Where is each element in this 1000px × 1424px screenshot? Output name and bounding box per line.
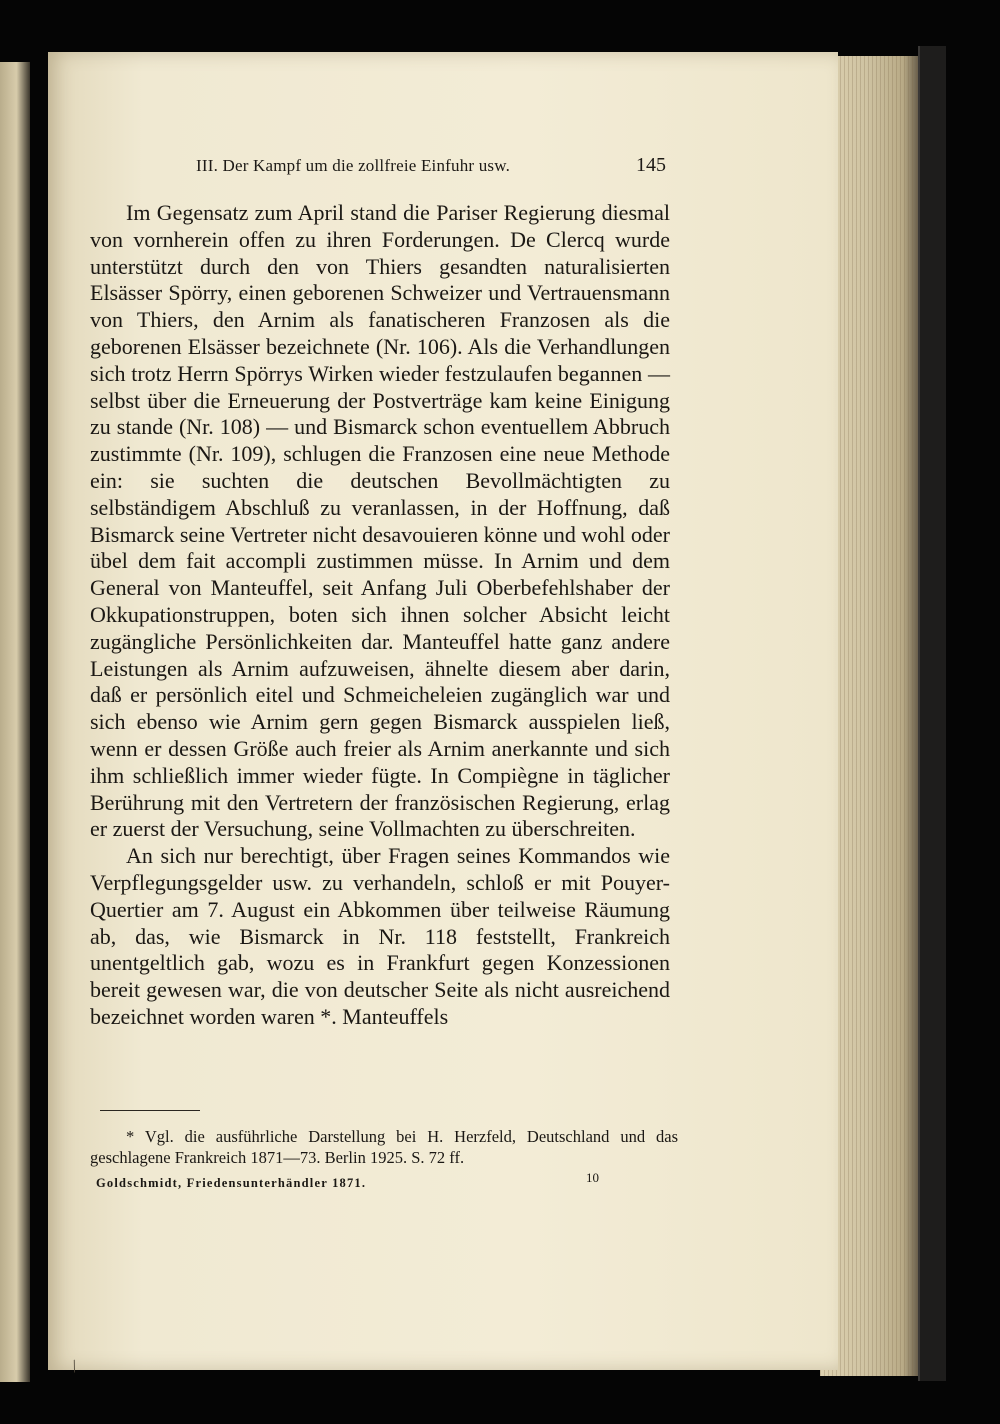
footnote-rule [100, 1110, 200, 1111]
running-head: III. Der Kampf um die zollfreie Einfuhr usw. [196, 156, 511, 175]
pencil-mark-icon: / [68, 1355, 81, 1377]
body-text [90, 200, 670, 1031]
book-cover-edge [918, 46, 946, 1381]
left-page-edge [0, 62, 30, 1382]
page-number: 145 [636, 154, 666, 176]
signature-mark: 10 [586, 1170, 599, 1185]
paragraph: An sich nur berechtigt, über Fragen seines Kommandos wie Verpflegungsgelder usw. zu verhandeln, schloß er mit Pouyer-Quertier am 7. August ein Abkommen über teilweise Räumung ab, das, wie Bismarck in Nr. 118 feststellt, Frankreich unentgeltlich gab, wozu es in Frankfurt gegen Konzessionen bereit gewesen war, die von deutscher Seite als nicht ausreichend bezeichnet worden waren *. Manteuffels [90, 843, 670, 1029]
footnote [90, 1126, 678, 1168]
printer-signature: Goldschmidt, Friedensunterhändler 1871. [96, 1176, 367, 1190]
paragraph: Im Gegensatz zum April stand die Pariser Regierung diesmal von vornherein offen zu ihren Forderungen. De Clercq wurde unterstützt durch den von Thiers gesandten naturalisierten Elsässer Spörry, einen geborenen Schweizer und Vertrauensmann von Thiers, den Arnim als fanatischeren Franzosen als die geborenen Elsässer bezeichnete (Nr. 106). Als die Verhandlungen sich trotz Herrn Spörrys Wirken wieder festzulaufen begannen — selbst über die Erneuerung der Postverträge kam keine Einigung zu stande (Nr. 108) — und Bismarck schon eventuellem Abbruch zustimmte (Nr. 109), schlugen die Franzosen eine neue Methode ein: sie suchten die deutschen Bevollmächtigten zu selbständigem Abschluß zu veranlassen, in der Hoffnung, daß Bismarck seine Vertreter nicht desavouieren könne und wohl oder übel dem fait accompli zustimmen müsse. In Arnim und dem General von Manteuffel, seit Anfang Juli Oberbefehlshaber der Okkupationstruppen, boten sich ihnen solcher Absicht leicht zugängliche Persönlichkeiten dar. Manteuffel hatte ganz andere Leistungen als Arnim aufzuweisen, ähnelte diesem aber darin, daß er persönlich eitel und Schmeicheleien zugänglich war und sich ebenso wie Arnim gern gegen Bismarck ausspielen ließ, wenn er dessen Größe auch freier als Arnim anerkannte und sich ihm schließlich immer wieder fügte. In Compiègne in täglicher Berührung mit den Vertretern der französischen Regierung, erlag er zuerst der Versuchung, seine Vollmachten zu überschreiten. [90, 200, 670, 842]
page-footer [96, 1170, 636, 1196]
page-header [196, 156, 672, 180]
footnote-text: * Vgl. die ausführliche Darstellung bei H. Herzfeld, Deutschland und das geschlagene Frankreich 1871—73. Berlin 1925. S. 72 ff. [90, 1127, 678, 1167]
